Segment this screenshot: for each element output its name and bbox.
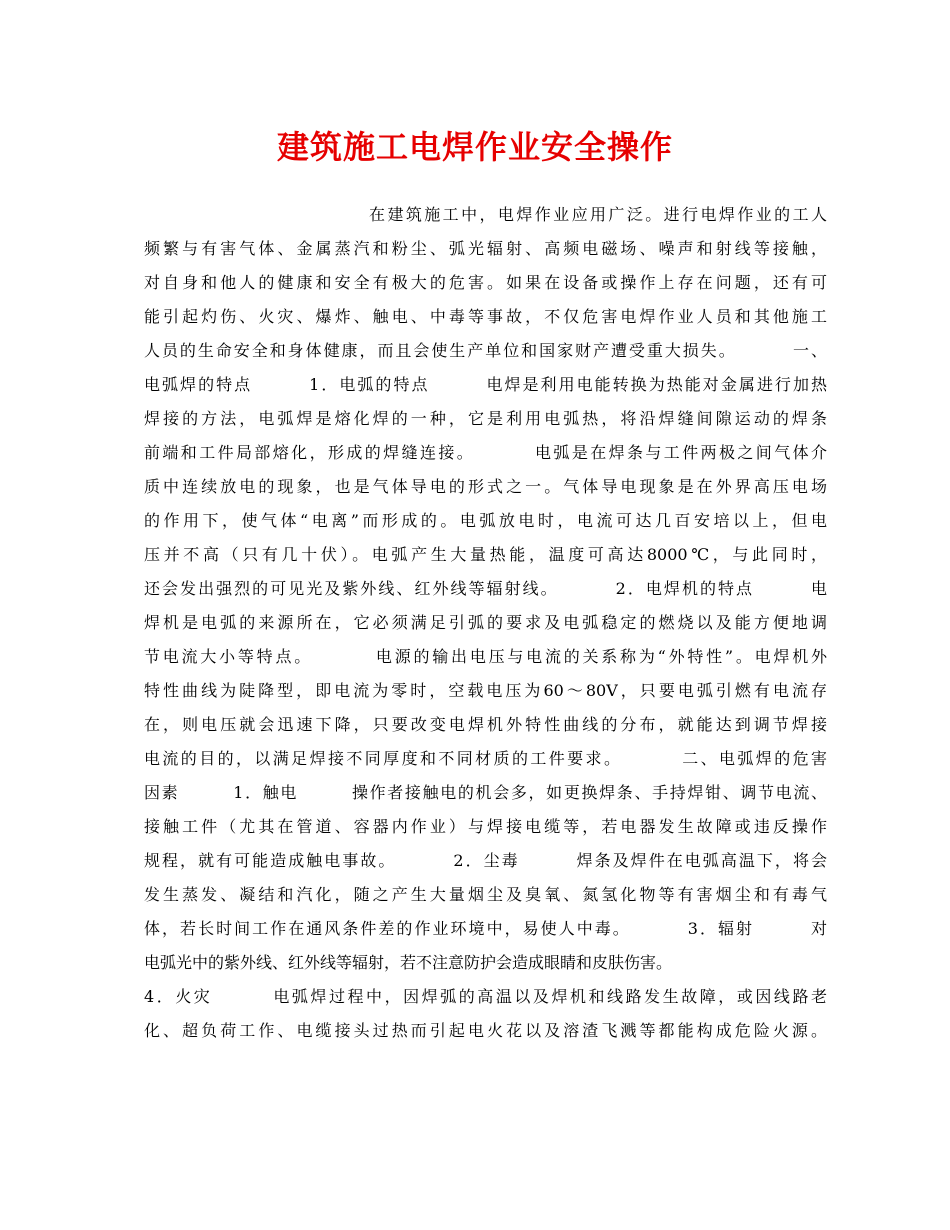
text-line: 压并不高（只有几十伏）。电弧产生大量热能，温度可高达8000℃，与此同时， bbox=[144, 545, 827, 564]
page-title: 建筑施工电焊作业安全操作 bbox=[276, 128, 673, 166]
text-line: 前端和工件局部熔化，形成的焊缝连接。 电弧是在焊条与工件两极之间气体介 bbox=[144, 443, 827, 462]
text-line: 4．火灾 电弧焊过程中，因焊弧的高温以及焊机和线路发生故障，或因线路老 bbox=[144, 987, 827, 1006]
text-line: 发生蒸发、凝结和汽化，随之产生大量烟尘及臭氧、氮氢化物等有害烟尘和有毒气 bbox=[144, 885, 827, 904]
text-line: 频繁与有害气体、金属蒸汽和粉尘、弧光辐射、高频电磁场、噪声和射线等接触， bbox=[144, 239, 827, 258]
text-line: 电弧光中的紫外线、红外线等辐射，若不注意防护会造成眼睛和皮肤伤害。 bbox=[144, 953, 673, 972]
text-line: 接触工件（尤其在管道、容器内作业）与焊接电缆等，若电器发生故障或违反操作 bbox=[144, 817, 827, 836]
text-line: 质中连续放电的现象，也是气体导电的形式之一。气体导电现象是在外界高压电场 bbox=[144, 477, 827, 496]
text-line: 能引起灼伤、火灾、爆炸、触电、中毒等事故，不仅危害电焊作业人员和其他施工 bbox=[144, 307, 827, 326]
text-line: 还会发出强烈的可见光及紫外线、红外线等辐射线。 2．电焊机的特点 电 bbox=[144, 579, 827, 598]
text-line: 特性曲线为陡降型，即电流为零时，空载电压为60～80V，只要电弧引燃有电流存 bbox=[144, 681, 827, 700]
text-line: 因素 1．触电 操作者接触电的机会多，如更换焊条、手持焊钳、调节电流、 bbox=[144, 783, 827, 802]
text-line: 在建筑施工中，电焊作业应用广泛。进行电焊作业的工人 bbox=[144, 205, 827, 224]
text-line: 电流的目的，以满足焊接不同厚度和不同材质的工件要求。 二、电弧焊的危害 bbox=[144, 749, 827, 768]
text-line: 人员的生命安全和身体健康，而且会使生产单位和国家财产遭受重大损失。 一、 bbox=[144, 341, 827, 360]
text-line: 焊机是电弧的来源所在，它必须满足引弧的要求及电弧稳定的燃烧以及能方便地调 bbox=[144, 613, 827, 632]
text-line: 在，则电压就会迅速下降，只要改变电焊机外特性曲线的分布，就能达到调节焊接 bbox=[144, 715, 827, 734]
text-line: 焊接的方法，电弧焊是熔化焊的一种，它是利用电弧热，将沿焊缝间隙运动的焊条 bbox=[144, 409, 827, 428]
text-line: 节电流大小等特点。 电源的输出电压与电流的关系称为“外特性”。电焊机外 bbox=[144, 647, 827, 666]
body-paragraph bbox=[144, 198, 827, 1048]
text-line: 化、超负荷工作、电缆接头过热而引起电火花以及溶渣飞溅等都能构成危险火源。 bbox=[144, 1021, 827, 1040]
text-line: 电弧焊的特点 1．电弧的特点 电焊是利用电能转换为热能对金属进行加热 bbox=[144, 375, 827, 394]
text-line: 规程，就有可能造成触电事故。 2．尘毒 焊条及焊件在电弧高温下，将会 bbox=[144, 851, 827, 870]
text-line: 对自身和他人的健康和安全有极大的危害。如果在设备或操作上存在问题，还有可 bbox=[144, 273, 827, 292]
text-line: 体，若长时间工作在通风条件差的作业环境中，易使人中毒。 3．辐射 对 bbox=[144, 919, 827, 938]
text-line: 的作用下，使气体“电离”而形成的。电弧放电时，电流可达几百安培以上，但电 bbox=[144, 511, 827, 530]
